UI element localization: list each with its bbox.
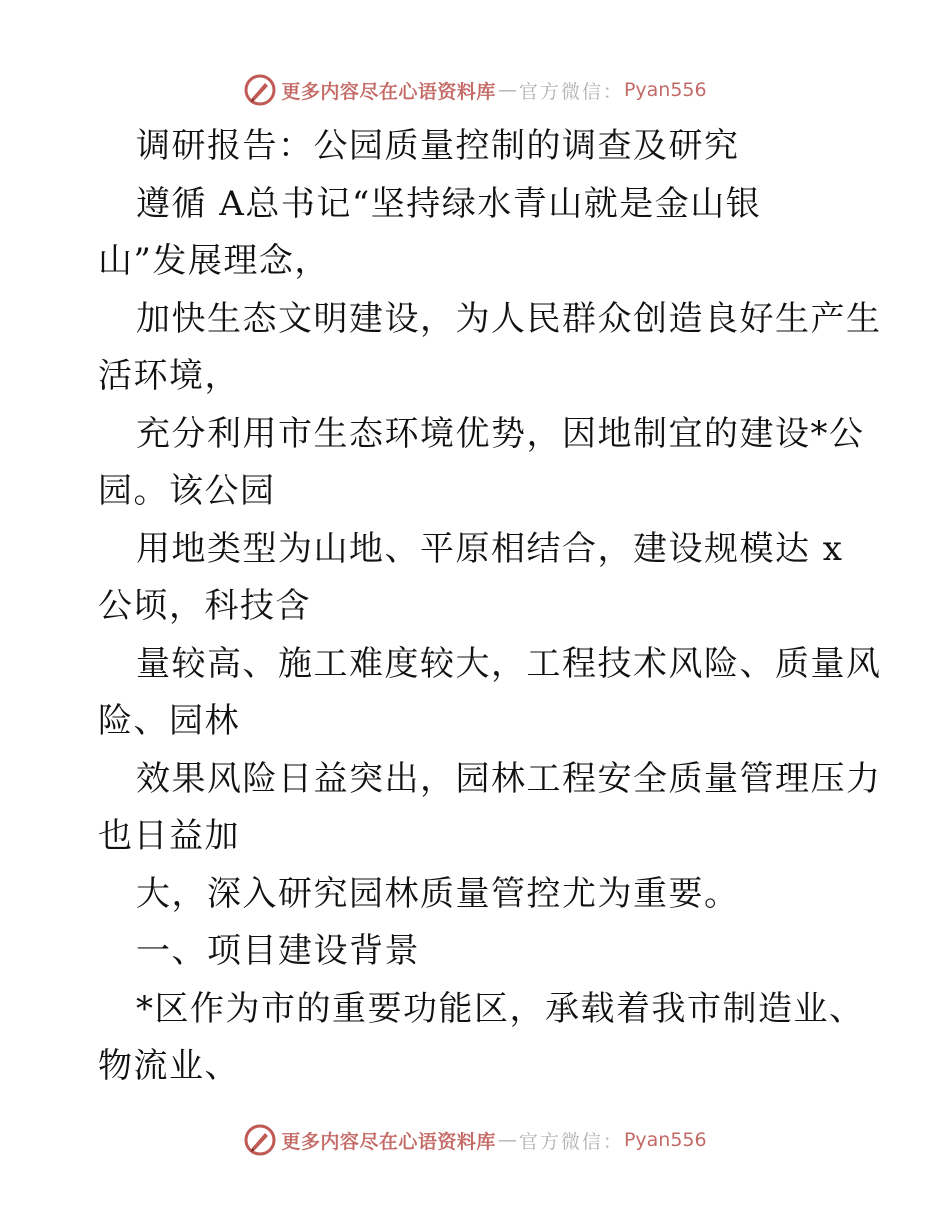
watermark-id: Pyan556: [623, 1129, 707, 1151]
document-body: [98, 118, 882, 1096]
text-line: 险、园林: [98, 701, 240, 741]
watermark-label: 官方微信：: [518, 1130, 624, 1153]
watermark-dash: —: [497, 1129, 517, 1151]
text-line: 山”发展理念，: [98, 241, 330, 281]
pen-circle-logo-icon: [243, 73, 277, 107]
text-line: 充分利用市生态环境优势，因地制宜的建设*公: [136, 413, 865, 454]
text-line: 活环境，: [98, 356, 240, 396]
text-line: 也日益加: [98, 816, 240, 856]
footer-watermark: [0, 1120, 950, 1160]
text-line: 效果风险日益突出，园林工程安全质量管理压力: [136, 758, 882, 799]
text-line: 调研报告：公园质量控制的调查及研究: [136, 126, 740, 166]
text-line: 加快生态文明建设，为人民群众创造良好生产生: [136, 298, 882, 339]
pen-circle-logo-icon: [243, 1123, 277, 1157]
text-line: 一、项目建设背景: [136, 931, 420, 971]
text-line: 物流业、: [98, 1046, 240, 1086]
text-line: 遵循 A总书记“坚持绿水青山就是金山银: [136, 183, 762, 224]
text-line: 园。该公园: [98, 471, 276, 511]
text-line: *区作为市的重要功能区，承载着我市制造业、: [136, 988, 865, 1029]
text-line: 量较高、施工难度较大，工程技术风险、质量风: [136, 643, 882, 684]
text-line: 公顷，科技含: [98, 586, 311, 626]
watermark-dash: —: [497, 79, 517, 101]
watermark-main-text: 更多内容尽在心语资料库: [281, 1130, 496, 1153]
text-line: 用地类型为山地、平原相结合，建设规模达 x: [136, 528, 844, 569]
watermark-main-text: 更多内容尽在心语资料库: [281, 80, 496, 103]
watermark-id: Pyan556: [623, 79, 707, 101]
header-watermark: [0, 70, 950, 110]
text-line: 大，深入研究园林质量管控尤为重要。: [136, 873, 740, 914]
watermark-label: 官方微信：: [518, 80, 624, 103]
